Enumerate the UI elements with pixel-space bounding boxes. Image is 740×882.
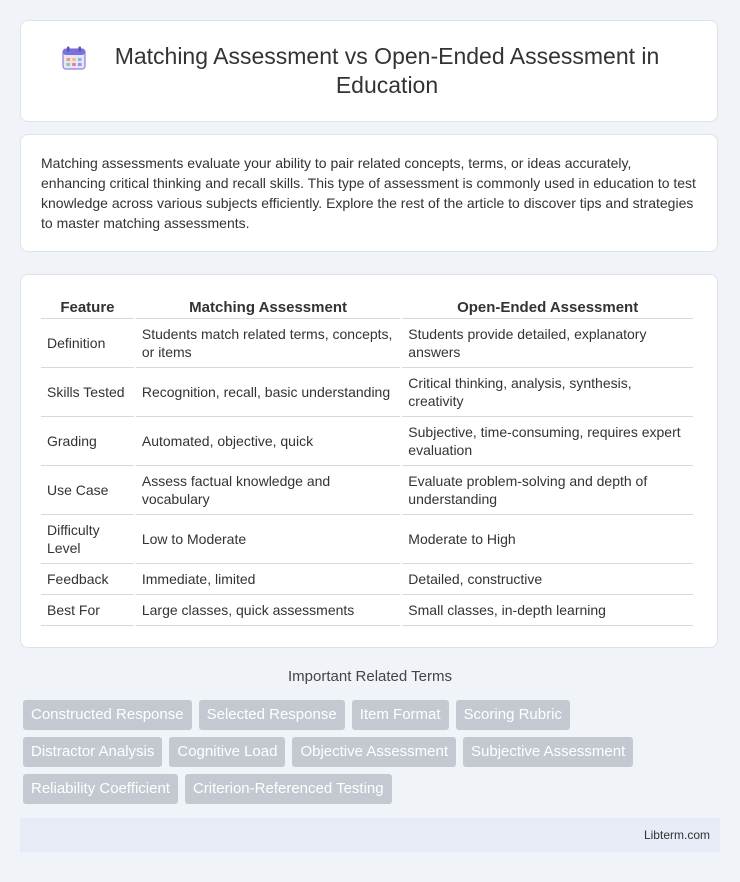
table-cell-matching: Students match related terms, concepts, or items (136, 319, 400, 368)
tag-row (23, 737, 723, 767)
tag-subjective-assessment[interactable]: Subjective Assessment (463, 737, 633, 767)
page-title: Matching Assessment vs Open-Ended Assessment in Education (114, 43, 660, 98)
table-cell-open-ended: Detailed, constructive (402, 564, 693, 595)
table-row (41, 595, 693, 626)
comparison-table (39, 295, 695, 626)
table-cell-open-ended: Critical thinking, analysis, synthesis, creativity (402, 368, 693, 417)
table-cell-open-ended: Subjective, time-consuming, requires expert evaluation (402, 417, 693, 466)
table-row (41, 515, 693, 564)
table-cell-matching: Large classes, quick assessments (136, 595, 400, 626)
header-open-ended-assessment: Open-Ended Assessment (402, 295, 693, 319)
table-cell-feature: Difficulty Level (41, 515, 134, 564)
footer (20, 818, 720, 852)
header-matching-assessment: Matching Assessment (136, 295, 400, 319)
title-card (20, 20, 718, 122)
tag-selected-response[interactable]: Selected Response (199, 700, 345, 730)
tag-objective-assessment[interactable]: Objective Assessment (292, 737, 456, 767)
intro-paragraph: Matching assessments evaluate your ability to pair related concepts, terms, or ideas accurately, enhancing critical thinking and recall skills. This type of assessment is commonly used in education to test knowledge across various subjects efficiently. Explore the rest of the article to discover tips and strategies to master matching assessments. (41, 155, 696, 231)
header-feature: Feature (41, 295, 134, 319)
related-terms-tags (23, 700, 723, 811)
table-row (41, 368, 693, 417)
related-terms-heading: Important Related Terms (288, 668, 452, 685)
tag-scoring-rubric[interactable]: Scoring Rubric (456, 700, 570, 730)
table-header-row (41, 295, 693, 319)
title-wrap (61, 42, 677, 100)
comparison-table-card (20, 274, 718, 648)
tag-cognitive-load[interactable]: Cognitive Load (169, 737, 285, 767)
table-row (41, 319, 693, 368)
table-cell-feature: Skills Tested (41, 368, 134, 417)
table-cell-feature: Definition (41, 319, 134, 368)
calendar-icon (61, 45, 87, 71)
table-cell-matching: Automated, objective, quick (136, 417, 400, 466)
footer-site-link[interactable]: Libterm.com (643, 828, 710, 842)
table-cell-open-ended: Moderate to High (402, 515, 693, 564)
intro-card (20, 134, 718, 252)
table-cell-matching: Assess factual knowledge and vocabulary (136, 466, 400, 515)
table-row (41, 417, 693, 466)
table-cell-matching: Immediate, limited (136, 564, 400, 595)
table-row (41, 564, 693, 595)
table-cell-feature: Use Case (41, 466, 134, 515)
table-cell-feature: Grading (41, 417, 134, 466)
tag-reliability-coefficient[interactable]: Reliability Coefficient (23, 774, 178, 804)
table-row (41, 466, 693, 515)
table-cell-feature: Best For (41, 595, 134, 626)
table-cell-open-ended: Small classes, in-depth learning (402, 595, 693, 626)
tag-item-format[interactable]: Item Format (352, 700, 449, 730)
table-cell-matching: Recognition, recall, basic understanding (136, 368, 400, 417)
table-cell-feature: Feedback (41, 564, 134, 595)
tag-criterion-referenced-testing[interactable]: Criterion-Referenced Testing (185, 774, 392, 804)
tag-row (23, 774, 723, 804)
tag-distractor-analysis[interactable]: Distractor Analysis (23, 737, 162, 767)
tag-constructed-response[interactable]: Constructed Response (23, 700, 192, 730)
table-cell-open-ended: Students provide detailed, explanatory answers (402, 319, 693, 368)
tag-row (23, 700, 723, 730)
table-cell-matching: Low to Moderate (136, 515, 400, 564)
table-cell-open-ended: Evaluate problem-solving and depth of understanding (402, 466, 693, 515)
